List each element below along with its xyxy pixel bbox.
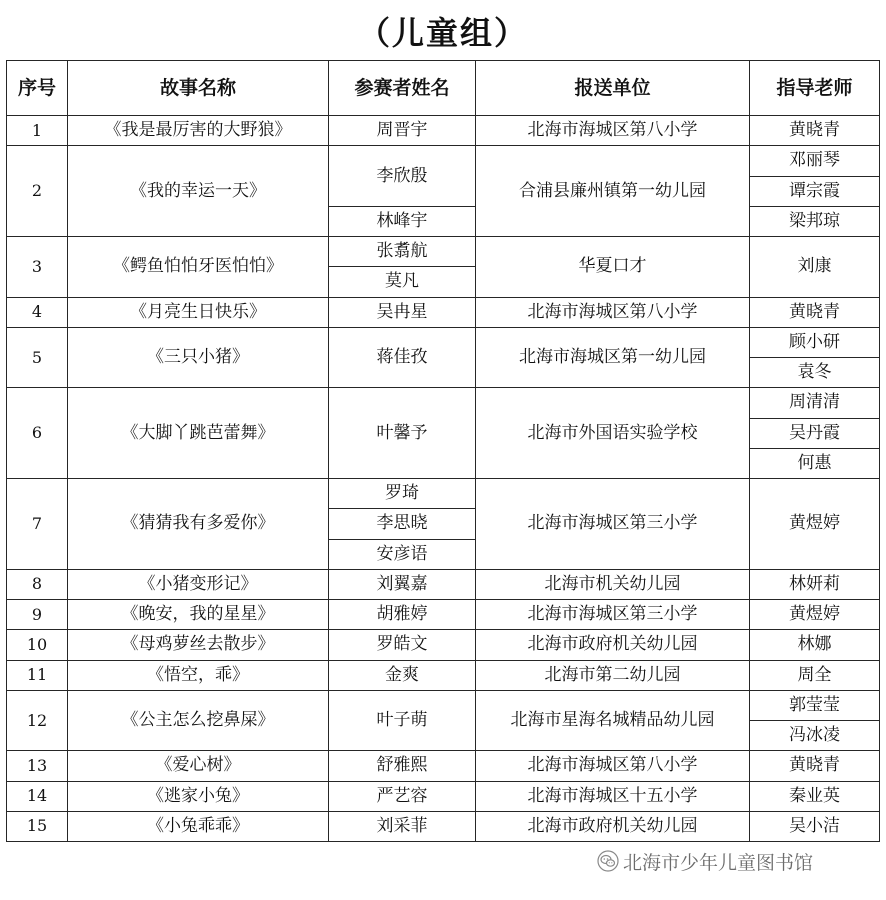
cell-unit: 合浦县廉州镇第一幼儿园: [476, 146, 750, 237]
header-story: 故事名称: [68, 61, 329, 116]
cell-participant: 安彦语: [329, 539, 476, 569]
cell-teacher: 吴小洁: [750, 811, 880, 841]
cell-teacher: 秦业英: [750, 781, 880, 811]
header-unit: 报送单位: [476, 61, 750, 116]
cell-teacher: 郭莹莹: [750, 690, 880, 720]
cell-story: 《小猪变形记》: [68, 569, 329, 599]
header-no: 序号: [7, 61, 68, 116]
cell-teacher: 黄晓青: [750, 116, 880, 146]
cell-participant: 舒雅熙: [329, 751, 476, 781]
cell-teacher: 何惠: [750, 448, 880, 478]
cell-no: 2: [7, 146, 68, 237]
header-row: [7, 61, 880, 116]
cell-unit: 北海市海城区第八小学: [476, 116, 750, 146]
cell-unit: 北海市海城区第八小学: [476, 751, 750, 781]
table-row: [7, 660, 880, 690]
cell-participant: 周晋宇: [329, 116, 476, 146]
cell-participant: 李思晓: [329, 509, 476, 539]
cell-participant: 刘采菲: [329, 811, 476, 841]
cell-story: 《三只小猪》: [68, 327, 329, 388]
cell-participant: 蒋佳孜: [329, 327, 476, 388]
cell-participant: 李欣殷: [329, 146, 476, 207]
cell-story: 《鳄鱼怕怕牙医怕怕》: [68, 237, 329, 298]
header-participant: 参赛者姓名: [329, 61, 476, 116]
cell-no: 4: [7, 297, 68, 327]
table-row: [7, 600, 880, 630]
entry-table: [6, 60, 880, 842]
cell-teacher: 谭宗霞: [750, 176, 880, 206]
page-title: （儿童组）: [357, 14, 528, 52]
cell-unit: 北海市机关幼儿园: [476, 569, 750, 599]
table-row: [7, 327, 880, 357]
cell-no: 12: [7, 690, 68, 751]
cell-teacher: 黄煜婷: [750, 600, 880, 630]
header-teacher: 指导老师: [750, 61, 880, 116]
cell-story: 《我的幸运一天》: [68, 146, 329, 237]
cell-no: 5: [7, 327, 68, 388]
cell-participant: 刘翼嘉: [329, 569, 476, 599]
cell-teacher: 梁邦琼: [750, 206, 880, 236]
cell-no: 14: [7, 781, 68, 811]
cell-story: 《公主怎么挖鼻屎》: [68, 690, 329, 751]
cell-participant: 吴冉星: [329, 297, 476, 327]
cell-story: 《大脚丫跳芭蕾舞》: [68, 388, 329, 479]
cell-no: 7: [7, 479, 68, 570]
cell-no: 6: [7, 388, 68, 479]
cell-teacher: 吴丹霞: [750, 418, 880, 448]
cell-teacher: 黄煜婷: [750, 479, 880, 570]
cell-no: 3: [7, 237, 68, 298]
watermark: [597, 848, 813, 874]
cell-participant: 林峰宇: [329, 206, 476, 236]
cell-teacher: 袁冬: [750, 358, 880, 388]
cell-unit: 北海市外国语实验学校: [476, 388, 750, 479]
table-row: [7, 751, 880, 781]
cell-story: 《月亮生日快乐》: [68, 297, 329, 327]
cell-no: 1: [7, 116, 68, 146]
cell-story: 《逃家小兔》: [68, 781, 329, 811]
cell-unit: 北海市海城区第三小学: [476, 479, 750, 570]
table-row: [7, 781, 880, 811]
cell-story: 《悟空，乖》: [68, 660, 329, 690]
cell-story: 《爱心树》: [68, 751, 329, 781]
cell-unit: 北海市海城区第八小学: [476, 297, 750, 327]
cell-story: 《猜猜我有多爱你》: [68, 479, 329, 570]
cell-unit: 北海市星海名城精品幼儿园: [476, 690, 750, 751]
table-row: [7, 297, 880, 327]
cell-participant: 罗琦: [329, 479, 476, 509]
cell-participant: 叶馨予: [329, 388, 476, 479]
table-row: [7, 388, 880, 418]
table-row: [7, 811, 880, 841]
cell-participant: 胡雅婷: [329, 600, 476, 630]
cell-participant: 金爽: [329, 660, 476, 690]
cell-teacher: 刘康: [750, 237, 880, 298]
cell-no: 11: [7, 660, 68, 690]
cell-participant: 严艺容: [329, 781, 476, 811]
cell-teacher: 林娜: [750, 630, 880, 660]
cell-teacher: 冯冰凌: [750, 721, 880, 751]
table-row: [7, 146, 880, 176]
cell-participant: 莫凡: [329, 267, 476, 297]
table-row: [7, 569, 880, 599]
cell-unit: 华夏口才: [476, 237, 750, 298]
table-row: [7, 116, 880, 146]
cell-story: 《小兔乖乖》: [68, 811, 329, 841]
table-row: [7, 237, 880, 267]
cell-no: 10: [7, 630, 68, 660]
cell-unit: 北海市海城区第三小学: [476, 600, 750, 630]
cell-teacher: 黄晓青: [750, 751, 880, 781]
cell-teacher: 周全: [750, 660, 880, 690]
cell-teacher: 周清清: [750, 388, 880, 418]
cell-unit: 北海市海城区十五小学: [476, 781, 750, 811]
table-body: [7, 116, 880, 842]
cell-teacher: 黄晓青: [750, 297, 880, 327]
table-row: [7, 630, 880, 660]
cell-no: 9: [7, 600, 68, 630]
cell-no: 8: [7, 569, 68, 599]
cell-unit: 北海市海城区第一幼儿园: [476, 327, 750, 388]
watermark-text: 北海市少年儿童图书馆: [623, 851, 814, 874]
cell-no: 13: [7, 751, 68, 781]
cell-unit: 北海市第二幼儿园: [476, 660, 750, 690]
cell-participant: 张翥航: [329, 237, 476, 267]
cell-teacher: 邓丽琴: [750, 146, 880, 176]
cell-story: 《晚安，我的星星》: [68, 600, 329, 630]
cell-story: 《我是最厉害的大野狼》: [68, 116, 329, 146]
cell-no: 15: [7, 811, 68, 841]
table-row: [7, 690, 880, 720]
cell-teacher: 林妍莉: [750, 569, 880, 599]
table-row: [7, 479, 880, 509]
cell-participant: 罗皓文: [329, 630, 476, 660]
cell-teacher: 顾小研: [750, 327, 880, 357]
cell-unit: 北海市政府机关幼儿园: [476, 630, 750, 660]
cell-unit: 北海市政府机关幼儿园: [476, 811, 750, 841]
cell-story: 《母鸡萝丝去散步》: [68, 630, 329, 660]
cell-participant: 叶子萌: [329, 690, 476, 751]
wechat-icon: [597, 850, 619, 872]
